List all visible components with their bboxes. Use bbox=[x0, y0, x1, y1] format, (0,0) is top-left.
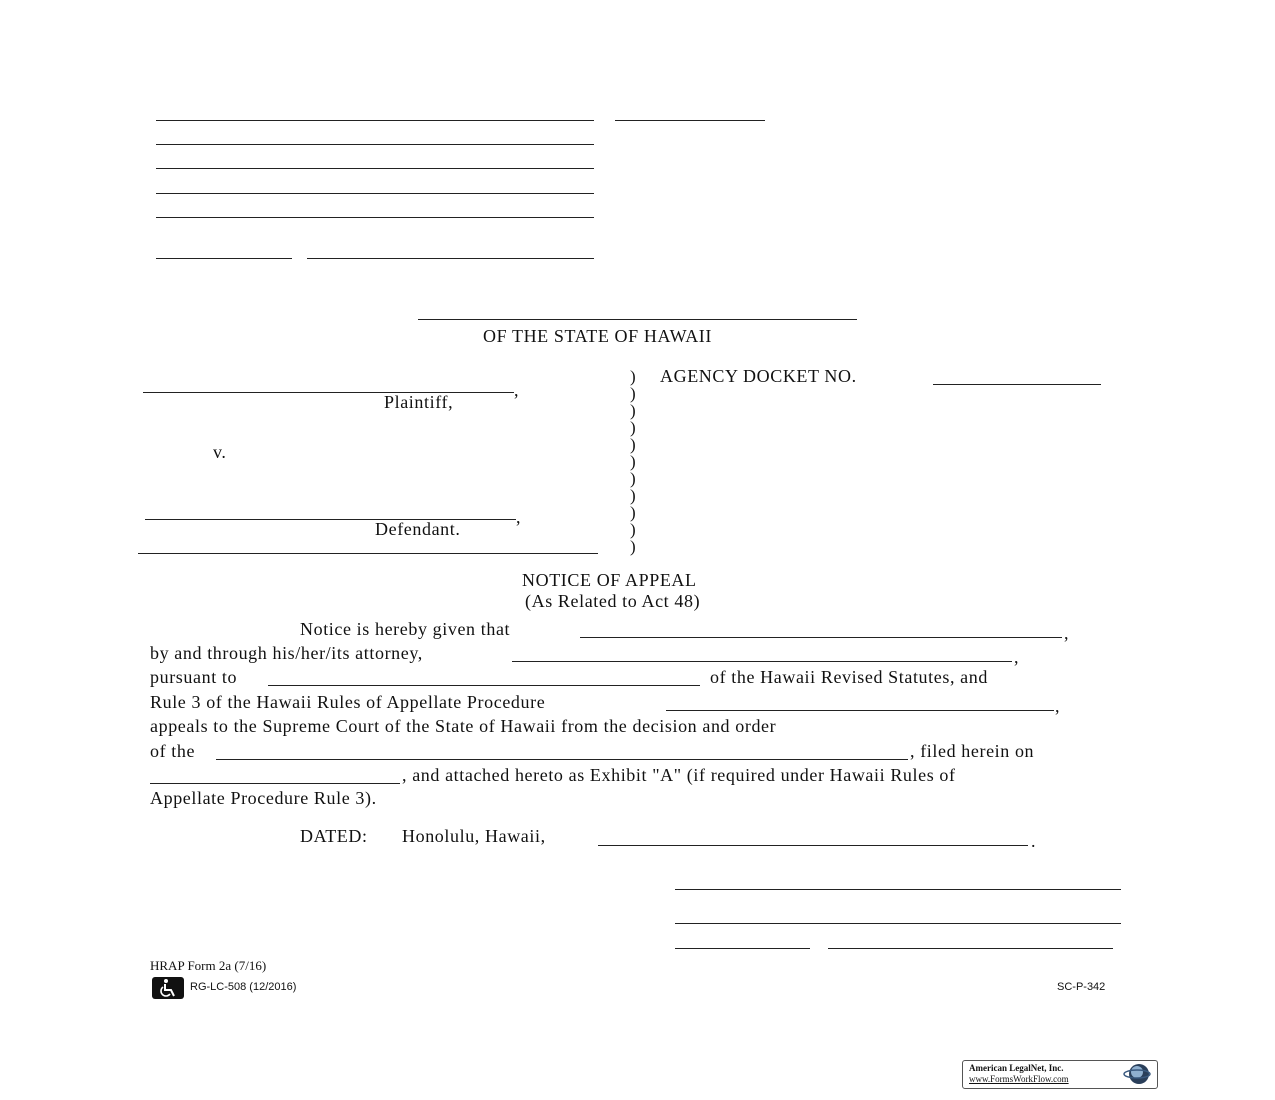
agency-docket-label: AGENCY DOCKET NO. bbox=[660, 366, 857, 386]
paren: ) bbox=[630, 469, 636, 488]
body-line-7-text: , and attached hereto as Exhibit "A" (if required under Hawaii Rules of bbox=[402, 765, 956, 785]
paren: ) bbox=[630, 503, 636, 522]
sc-code: SC-P-342 bbox=[1057, 981, 1106, 993]
defendant-label: Defendant. bbox=[375, 519, 461, 539]
dated-label: DATED: bbox=[300, 826, 368, 846]
paren: ) bbox=[630, 435, 636, 454]
signer-name-line[interactable] bbox=[675, 923, 1121, 924]
body-line-8-text: Appellate Procedure Rule 3). bbox=[150, 788, 377, 808]
agency-line[interactable] bbox=[216, 759, 908, 760]
attorney-line[interactable] bbox=[512, 661, 1012, 662]
wheelchair-icon bbox=[152, 977, 184, 999]
caption-paren-column bbox=[630, 368, 642, 555]
defendant-comma: , bbox=[516, 507, 522, 527]
paren: ) bbox=[630, 367, 636, 386]
attorney-address-line-1[interactable] bbox=[156, 144, 594, 145]
attorney-email-line[interactable] bbox=[307, 258, 594, 259]
paren: ) bbox=[630, 401, 636, 420]
notice-title: NOTICE OF APPEAL bbox=[522, 570, 697, 590]
filed-date-line[interactable] bbox=[150, 783, 400, 784]
logo-url[interactable]: www.FormsWorkFlow.com bbox=[969, 1074, 1069, 1084]
body-line-6-tail: , filed herein on bbox=[910, 741, 1035, 761]
globe-icon bbox=[1123, 1062, 1153, 1086]
revision-code: RG-LC-508 (12/2016) bbox=[190, 981, 297, 993]
signer-id-line[interactable] bbox=[675, 948, 810, 949]
court-state-heading: OF THE STATE OF HAWAII bbox=[483, 326, 712, 346]
paren: ) bbox=[630, 486, 636, 505]
court-name-line[interactable] bbox=[418, 319, 857, 320]
attorney-name-line[interactable] bbox=[156, 120, 594, 121]
paren: ) bbox=[630, 520, 636, 539]
attorney-phone-line[interactable] bbox=[156, 258, 292, 259]
americanlegalnet-logo[interactable] bbox=[962, 1060, 1158, 1089]
plaintiff-label: Plaintiff, bbox=[384, 392, 454, 412]
form-id-label: HRAP Form 2a (7/16) bbox=[150, 958, 267, 973]
plaintiff-comma: , bbox=[514, 380, 520, 400]
plaintiff-name-line[interactable] bbox=[143, 392, 514, 393]
body-line-4-text: Rule 3 of the Hawaii Rules of Appellate Procedure bbox=[150, 692, 546, 712]
signer-title-line[interactable] bbox=[828, 948, 1113, 949]
attorney-address-line-2[interactable] bbox=[156, 168, 594, 169]
body-line-2-text: by and through his/her/its attorney, bbox=[150, 643, 423, 663]
body-line-2-comma: , bbox=[1014, 647, 1020, 667]
notice-subtitle: (As Related to Act 48) bbox=[525, 591, 701, 611]
signature-line[interactable] bbox=[675, 889, 1121, 890]
attorney-address-line-4[interactable] bbox=[156, 217, 594, 218]
paren: ) bbox=[630, 384, 636, 403]
body-line-3-text: pursuant to bbox=[150, 667, 238, 687]
rule-line[interactable] bbox=[666, 710, 1054, 711]
logo-company-name: American LegalNet, Inc. bbox=[969, 1063, 1064, 1073]
dated-date-line[interactable] bbox=[598, 845, 1028, 846]
body-line-4-comma: , bbox=[1055, 696, 1061, 716]
paren: ) bbox=[630, 418, 636, 437]
dated-place: Honolulu, Hawaii, bbox=[402, 826, 546, 846]
caption-bottom-rule bbox=[138, 553, 598, 554]
dated-period: . bbox=[1031, 831, 1037, 851]
body-line-5-text: appeals to the Supreme Court of the State of Hawaii from the decision and order bbox=[150, 716, 777, 736]
statute-line[interactable] bbox=[268, 685, 700, 686]
agency-docket-line[interactable] bbox=[933, 384, 1101, 385]
body-line-1-comma: , bbox=[1064, 623, 1070, 643]
paren: ) bbox=[630, 452, 636, 471]
attorney-id-line[interactable] bbox=[615, 120, 765, 121]
body-line-1-text: Notice is hereby given that bbox=[300, 619, 511, 639]
body-line-6-text: of the bbox=[150, 741, 196, 761]
versus-label: v. bbox=[213, 442, 227, 462]
attorney-address-line-3[interactable] bbox=[156, 193, 594, 194]
appellant-name-line[interactable] bbox=[580, 637, 1062, 638]
body-line-3-tail: of the Hawaii Revised Statutes, and bbox=[710, 667, 988, 687]
paren: ) bbox=[630, 537, 636, 556]
